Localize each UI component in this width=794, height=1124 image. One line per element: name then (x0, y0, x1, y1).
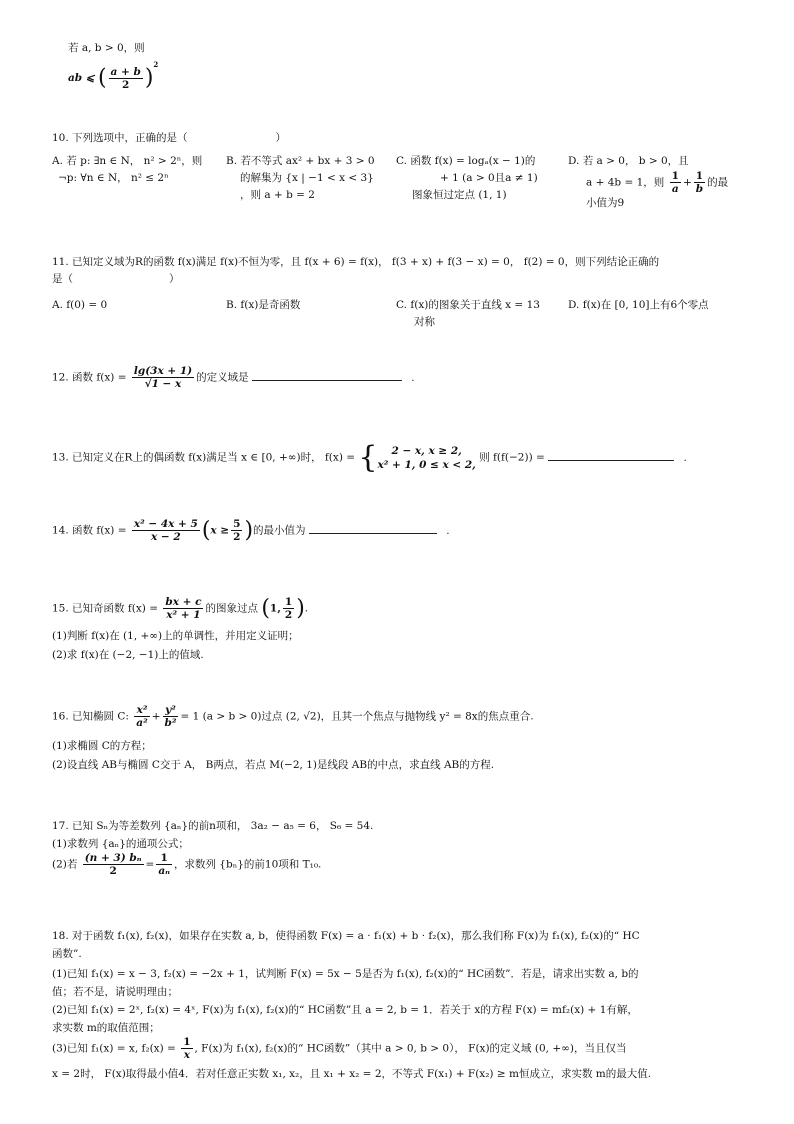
q14-paren-close: ) (244, 518, 254, 543)
q10-d-line2: a + 4b = 1，则 $\frac{1}{a}$ + $\frac{1}{b}$ 的最 (586, 170, 729, 195)
q15-pt-num: 1 (284, 596, 293, 608)
q11-c-line1: C. f(x)的图象关于直线 x = 13 (396, 299, 540, 311)
q17-frac-right (156, 852, 172, 877)
q18-line7 (52, 1036, 627, 1061)
q11-option-a: A. f(0) = 0 (52, 299, 108, 311)
q10-close: ） (275, 132, 287, 144)
q13-answer-blank[interactable] (548, 460, 674, 461)
q15-den: x² + 1 (166, 609, 201, 621)
q10-a-line2: ¬p: ∀n ∈ N， n² ≤ 2ⁿ (58, 172, 169, 184)
q17-p2-lead: (2)若 (52, 858, 78, 871)
paren-open: ( (97, 65, 107, 91)
q18-l7-lead: (3)已知 f₁(x) = x, f₂(x) = (52, 1042, 176, 1055)
q14-cond-den: 2 (233, 531, 241, 543)
intro-line: 若 a, b > 0，则 (68, 42, 145, 54)
q17-num2: 1 (156, 852, 172, 865)
q17-num: (n + 3) bₙ (84, 852, 142, 864)
q18-line3: (1)已知 f₁(x) = x − 3, f₂(x) = −2x + 1，试判断 F(x) = 5x − 5是否为 f₁(x), f₂(x)的“ HC函数”．若是，请求出实数 a, b的 (52, 968, 639, 980)
q14 (52, 518, 450, 543)
q10-c-line1: C. 函数 f(x) = logₐ(x − 1)的 (396, 155, 536, 167)
frac-den: 2 (122, 78, 130, 91)
q14-fraction (132, 518, 200, 543)
q14-cond-num: 5 (233, 518, 241, 530)
q14-cond: x ≥ (210, 524, 230, 537)
q13-tail: 则 f(f(−2)) = (479, 451, 545, 464)
q10-d-line1: D. 若 a > 0， b > 0，且 (568, 155, 689, 167)
q12 (52, 365, 415, 390)
q16-d1: a² (136, 717, 148, 729)
q11-c-line2: 对称 (414, 316, 435, 328)
q15-point-frac (283, 596, 294, 621)
q10-d-tail: 的最 (707, 176, 729, 189)
q18-den: x (183, 1049, 190, 1061)
q16-lead: 16. 已知椭圆 C: (52, 710, 129, 723)
q10-stem-text: 10. 下列选项中，正确的是（ (52, 132, 188, 144)
q14-num: x² − 4x + 5 (133, 518, 198, 530)
q15-part1: (1)判断 f(x)在 (1, +∞)上的单调性，并用定义证明； (52, 630, 299, 642)
q10-d-frac-a: $\frac{1}{a}$ (671, 170, 679, 195)
q12-lead: 12. 函数 f(x) = (52, 371, 127, 384)
q16-part2: (2)设直线 AB与椭圆 C交于 A， B两点，若点 M(−2, 1)是线段 AB的中点，求直线 AB的方程. (52, 759, 495, 771)
q10-b-line1: B. 若不等式 ax² + bx + 3 > 0 (226, 155, 375, 167)
q16-frac-x (134, 704, 149, 729)
q15-lead: 15. 已知奇函数 f(x) = (52, 602, 159, 615)
q15-paren-close: ) (296, 596, 305, 621)
q15-pt-den: 2 (284, 609, 293, 621)
q10-stem (52, 130, 286, 145)
q18-num: 1 (183, 1036, 191, 1048)
q13-lead: 13. 已知定义在R上的偶函数 f(x)满足当 x ∈ [0, +∞)时， f(x) = (52, 451, 356, 464)
q10-b-line3: ，则 a + b = 2 (240, 189, 315, 201)
q12-fraction (132, 365, 194, 390)
q10-d-frac-b: $\frac{1}{b}$ (695, 170, 704, 195)
frac-num: a + b (110, 65, 141, 78)
q13-case2: x² + 1, 0 ≤ x < 2, (377, 458, 476, 471)
intro-inequality (68, 60, 158, 91)
q15-fraction (163, 596, 203, 621)
q10-a-line1: A. 若 p: ∃n ∈ N， n² > 2ⁿ，则 (52, 155, 203, 167)
q10-c-line3: 图象恒过定点 (1, 1) (412, 189, 507, 201)
q10-option-c (396, 153, 538, 204)
q17-stem: 17. 已知 Sₙ为等差数列 {aₙ}的前n项和， 3a₂ − a₅ = 6， S₆ = 54. (52, 820, 374, 832)
q13-end: . (683, 451, 687, 464)
q12-tail: 的定义域是 (196, 371, 249, 384)
q18-line1: 18. 对于函数 f₁(x), f₂(x)，如果存在实数 a, b，使得函数 F(x) = a · f₁(x) + b · f₂(x)，那么我们称 F(x)为 f₁(x), f₂(x)的“ HC (52, 930, 640, 942)
q16-d2: b² (164, 717, 177, 729)
q18-line6: 求实数 m的取值范围； (52, 1022, 160, 1034)
q13-case1: 2 − x, x ≥ 2, (391, 444, 462, 457)
q16-frac-y (163, 704, 179, 729)
q15-end: . (304, 602, 309, 615)
q10-c-line2: + 1 (a > 0且a ≠ 1) (440, 172, 538, 184)
q18-frac (181, 1036, 192, 1061)
q14-lead: 14. 函数 f(x) = (52, 524, 127, 537)
q15-paren-open: ( (261, 596, 270, 621)
q15-point-x: 1, (269, 602, 281, 615)
q16-tail: = 1 (a > b > 0)过点 (2, √2)，且其一个焦点与抛物线 y² = 8x的焦点重合. (180, 710, 534, 723)
q15-num: bx + c (165, 596, 202, 608)
q10-b-line2: 的解集为 {x | −1 < x < 3} (240, 172, 374, 184)
q14-cond-fraction (231, 518, 242, 543)
q17-part2 (52, 852, 321, 877)
q10-option-b (226, 153, 375, 204)
q10-d-line3: 小值为9 (586, 197, 625, 209)
q16-n1: x² (134, 704, 149, 717)
q15-part2: (2)求 f(x)在 (−2, −1)上的值域. (52, 649, 204, 661)
q11-stem-line2 (52, 271, 180, 286)
q18-line8: x = 2时， F(x)取得最小值4．若对任意正实数 x₁, x₂，且 x₁ + x₂ = 2，不等式 F(x₁) + F(x₂) ≥ m恒成立，求实数 m的最大值. (52, 1068, 652, 1080)
q16-plus: + (151, 710, 161, 723)
q11-stem2-text: 是（ (52, 273, 73, 285)
q16-n2: y² (163, 704, 179, 717)
paren-close: ) (144, 65, 154, 91)
q10-option-d (568, 153, 728, 212)
q14-paren-open: ( (201, 518, 211, 543)
q18-line2: 函数”. (52, 948, 82, 960)
q11-option-c (396, 297, 540, 331)
half-sum-fraction (109, 66, 143, 91)
q18-line5: (2)已知 f₁(x) = 2ˣ, f₂(x) = 4ˣ, F(x)为 f₁(x), f₂(x)的“ HC函数”且 a = 2, b = 1．若关于 x的方程 F(x) = mf₂(x) + 1有解， (52, 1004, 638, 1016)
q16 (52, 704, 534, 729)
q10-d-condition: a + 4b = 1，则 (586, 176, 665, 189)
q17-den2: aₙ (158, 865, 170, 877)
q14-answer-blank[interactable] (309, 533, 437, 534)
q18-line4: 值；若不是，请说明理由； (52, 986, 178, 998)
q11-close: ） (169, 273, 180, 285)
inequality-left: ab ⩽ (68, 72, 95, 84)
q12-num: lg(3x + 1) (133, 365, 193, 377)
q10-option-a (52, 153, 202, 187)
q14-den: x − 2 (150, 531, 181, 543)
q14-tail: 的最小值为 (253, 524, 306, 537)
q13 (52, 440, 687, 475)
q12-den: √1 − x (144, 378, 182, 390)
q13-cases (378, 444, 476, 472)
q18-l7-tail: , F(x)为 f₁(x), f₂(x)的“ HC函数”（其中 a > 0, b > 0）， F(x)的定义域 (0, +∞)，当且仅当 (194, 1042, 627, 1055)
q17-p2-tail: ，求数列 {bₙ}的前10项和 T₁₀. (173, 858, 322, 871)
q15 (52, 596, 308, 621)
square-exponent: 2 (153, 60, 159, 69)
q11-stem: 11. 已知定义域为R的函数 f(x)满足 f(x)不恒为零，且 f(x + 6) = f(x)， f(3 + x) + f(3 − x) = 0， f(2) = 0，则下列结论正确的 (52, 256, 660, 268)
q12-end: . (411, 371, 415, 384)
q17-den: 2 (109, 865, 117, 877)
q17-part1: (1)求数列 {aₙ}的通项公式； (52, 838, 189, 850)
q16-part1: (1)求椭圆 C的方程； (52, 740, 152, 752)
q13-brace: { (358, 440, 378, 475)
q15-tail: 的图象过点 (205, 602, 258, 615)
q17-frac-left (83, 852, 144, 877)
q17-eq: = (145, 858, 155, 871)
q12-answer-blank[interactable] (252, 380, 402, 381)
q14-end: . (446, 524, 450, 537)
q11-option-d: D. f(x)在 [0, 10]上有6个零点 (568, 299, 709, 311)
q11-option-b: B. f(x)是奇函数 (226, 299, 301, 311)
